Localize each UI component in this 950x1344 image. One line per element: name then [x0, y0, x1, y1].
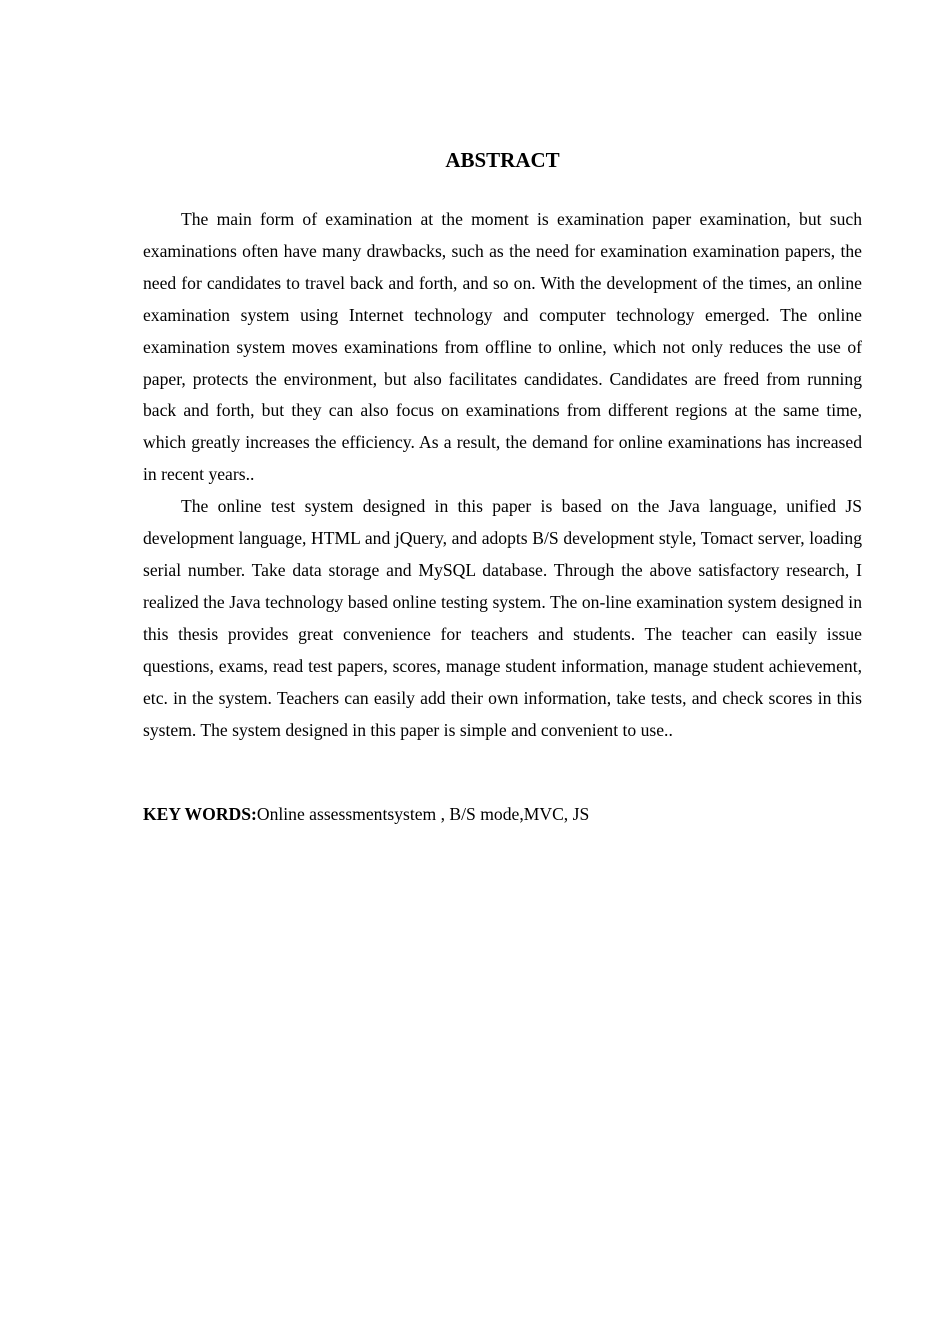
document-page [143, 140, 862, 830]
abstract-paragraph-1: The main form of examination at the moment is examination paper examination, but such examinations often have many drawbacks, such as the need for examination examination papers, the need for candidates to travel back and forth, and so on. With the development of the times, an online examination system using Internet technology and computer technology emerged. The online examination system moves examinations from offline to online, which not only reduces the use of paper, protects the environment, but also facilitates candidates. Candidates are freed from running back and forth, but they can also focus on examinations from different regions at the same time, which greatly increases the efficiency. As a result, the demand for online examinations has increased in recent years.. [143, 209, 862, 485]
keywords-text: Online assessmentsystem , B/S mode,MVC, JS [256, 804, 590, 825]
keywords-line [143, 798, 862, 830]
abstract-title: ABSTRACT [445, 148, 560, 172]
keywords-label: KEY WORDS: [143, 804, 257, 825]
abstract-paragraph-2: The online test system designed in this paper is based on the Java language, unified JS development language, HTML and jQuery, and adopts B/S development style, Tomact server, loading serial number. Take data storage and MySQL database. Through the above satisfactory research, I realized the Java technology based online testing system. The on-line examination system designed in this thesis provides great convenience for teachers and students. The teacher can easily issue questions, exams, read test papers, scores, manage student information, manage student achievement, etc. in the system. Teachers can easily add their own information, take tests, and check scores in this system. The system designed in this paper is simple and convenient to use.. [143, 496, 862, 740]
